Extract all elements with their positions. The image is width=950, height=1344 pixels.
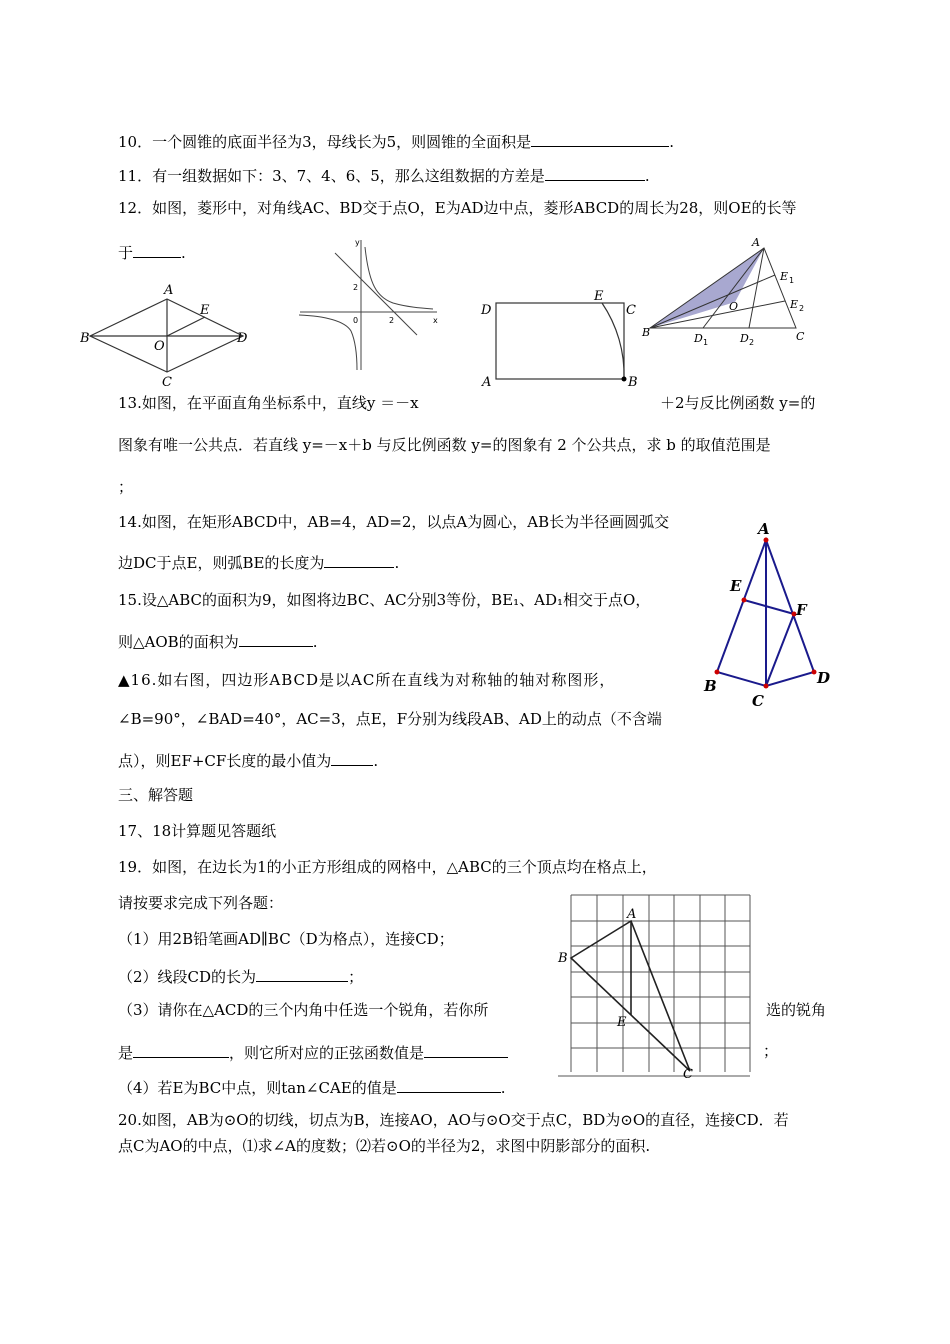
- q12-line2: 于 .: [118, 241, 186, 263]
- tri-label-C: C: [796, 330, 805, 343]
- q16-line2: ∠B=90°，∠BAD=40°，AC=3，点E，F分别为线段AB、AD上的动点（不含端: [118, 710, 662, 728]
- kite-label-F: F: [796, 601, 807, 619]
- q16-answer-blank[interactable]: [331, 749, 373, 766]
- trisection-triangle-figure: [638, 232, 818, 352]
- svg-text:2: 2: [799, 304, 805, 313]
- q19-sine-blank[interactable]: [424, 1041, 508, 1058]
- q20-line1: 20.如图，AB为⊙O的切线，切点为B，连接AO，AO与⊙O交于点C，BD为⊙O的直径，连接CD．若: [118, 1111, 789, 1129]
- grid-label-B: B: [558, 951, 568, 966]
- q15-answer-blank[interactable]: [239, 630, 313, 647]
- rect-label-E: E: [594, 289, 604, 304]
- grid-label-E: E: [617, 1015, 627, 1030]
- q19-part2: （2）线段CD的长为 ；: [118, 965, 363, 987]
- q11-line: 11．有一组数据如下：3、7、4、6、5，那么这组数据的方差是 .: [118, 164, 650, 186]
- tri-label-E2: E: [790, 298, 799, 311]
- q12-answer-blank[interactable]: [133, 241, 181, 258]
- tri-label-O: O: [729, 300, 739, 313]
- grid-label-A: A: [627, 907, 637, 922]
- q13-line1a: 13.如图，在平面直角坐标系中，直线y ＝－x: [118, 394, 419, 412]
- rhombus-label-B: B: [80, 331, 90, 346]
- rhombus-label-C: C: [162, 375, 172, 390]
- q13-line1b: ＋2与反比例函数 y=的: [660, 394, 816, 412]
- rect-label-B: B: [628, 375, 638, 390]
- rhombus-label-D: D: [237, 331, 248, 346]
- q19-part4: （4）若E为BC中点，则tan∠CAE的值是 .: [118, 1076, 506, 1098]
- q19-line2: 请按要求完成下列各题：: [118, 894, 284, 912]
- svg-text:2: 2: [749, 338, 755, 347]
- svg-text:1: 1: [703, 338, 709, 347]
- q19-part1: （1）用2B铅笔画AD∥BC（D为格点），连接CD；: [118, 930, 454, 948]
- tri-label-E1: E: [780, 270, 789, 283]
- q19-line1: 19．如图，在边长为1的小正方形组成的网格中，△ABC的三个顶点均在格点上，: [118, 858, 657, 876]
- grid-figure: [553, 890, 753, 1080]
- q14-answer-blank[interactable]: [324, 551, 394, 568]
- graph-label-origin: 0: [353, 316, 359, 325]
- kite-figure: [700, 518, 840, 713]
- graph-label-2x: 2: [389, 316, 395, 325]
- section3-heading: 三、解答题: [118, 786, 194, 804]
- rect-label-A: A: [482, 375, 492, 390]
- q12-line1: 12．如图，菱形中，对角线AC、BD交于点O，E为AD边中点，菱形ABCD的周长为28，则OE的长等: [118, 199, 797, 217]
- q10-line: 10．一个圆锥的底面半径为3，母线长为5，则圆锥的全面积是 .: [118, 130, 674, 152]
- rhombus-label-O: O: [154, 339, 165, 354]
- q15-line2: 则△AOB的面积为 .: [118, 630, 317, 652]
- q15-line1: 15.设△ABC的面积为9，如图将边BC、AC分别3等份，BE₁、AD₁相交于点O，: [118, 591, 651, 609]
- q17-18-note: 17、18计算题见答题纸: [118, 822, 277, 840]
- q10-text: 10．一个圆锥的底面半径为3，母线长为5，则圆锥的全面积是: [118, 133, 532, 151]
- q10-answer-blank[interactable]: [531, 130, 669, 147]
- tri-label-B: B: [642, 326, 651, 339]
- kite-label-B: B: [704, 677, 717, 695]
- q19-part3c: 是 ，则它所对应的正弦函数值是: [118, 1041, 508, 1063]
- kite-label-D: D: [817, 669, 831, 687]
- q19-angle-blank[interactable]: [133, 1041, 229, 1058]
- q19-part3e: ；: [763, 1042, 779, 1060]
- function-graph-figure: [295, 235, 445, 375]
- rectangle-arc-figure: [478, 286, 638, 390]
- q19-cd-blank[interactable]: [256, 965, 348, 982]
- rhombus-label-E: E: [200, 303, 210, 318]
- q16-line3: 点），则EF+CF长度的最小值为 .: [118, 749, 378, 771]
- svg-text:1: 1: [789, 276, 795, 285]
- q19-part3b: 选的锐角: [766, 1001, 827, 1019]
- q20-line2: 点C为AO的中点，⑴求∠A的度数；⑵若⊙O的半径为2，求图中阴影部分的面积.: [118, 1137, 651, 1155]
- graph-label-y: y: [355, 238, 360, 247]
- q11-text: 11．有一组数据如下：3、7、4、6、5，那么这组数据的方差是: [118, 167, 545, 185]
- q11-answer-blank[interactable]: [545, 164, 645, 181]
- tri-label-A: A: [752, 236, 760, 249]
- q13-line2: 图象有唯一公共点．若直线 y=－x＋b 与反比例函数 y=的图象有 2 个公共点，求 b 的取值范围是: [118, 436, 771, 454]
- graph-label-x: x: [433, 316, 438, 325]
- rhombus-figure: [80, 280, 260, 390]
- q14-line2: 边DC于点E，则弧BE的长度为 .: [118, 551, 399, 573]
- grid-label-C: C: [683, 1067, 693, 1080]
- tri-label-D1: D: [694, 332, 703, 345]
- kite-label-A: A: [758, 520, 770, 538]
- rect-label-C: C: [626, 303, 636, 318]
- q19-part3a: （3）请你在△ACD的三个内角中任选一个锐角，若你所: [118, 1001, 489, 1019]
- q14-line1: 14.如图，在矩形ABCD中，AB=4，AD=2，以点A为圆心，AB长为半径画圆弧交: [118, 513, 670, 531]
- tri-label-D2: D: [740, 332, 749, 345]
- q13-line3: ；: [118, 478, 134, 496]
- kite-label-C: C: [752, 692, 764, 710]
- rhombus-label-A: A: [164, 283, 174, 298]
- graph-label-2y: 2: [353, 283, 359, 292]
- kite-label-E: E: [730, 577, 742, 595]
- q16-line1: ▲16.如右图，四边形ABCD是以AC所在直线为对称轴的轴对称图形，: [118, 671, 616, 689]
- q19-tan-blank[interactable]: [397, 1076, 501, 1093]
- rect-label-D: D: [481, 303, 492, 318]
